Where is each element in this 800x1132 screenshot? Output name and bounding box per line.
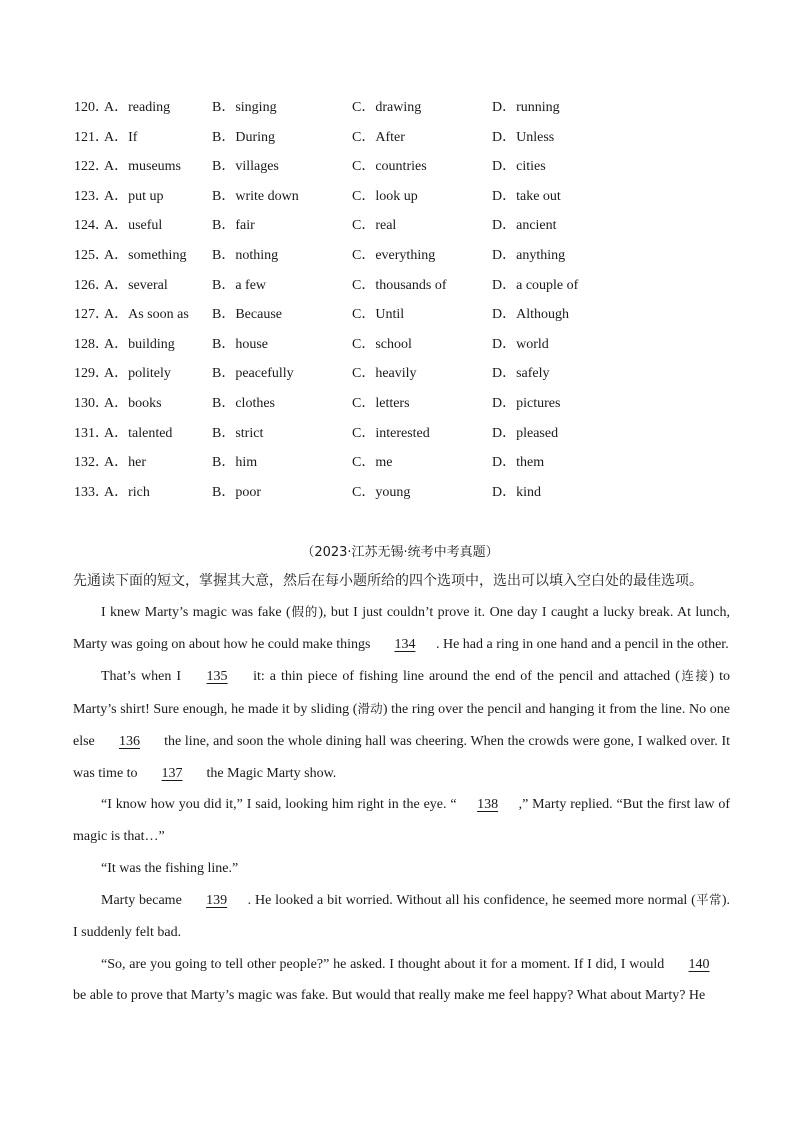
option-c: C．heavily xyxy=(352,366,417,382)
option-a: A．books xyxy=(104,395,162,411)
question-number: 132． xyxy=(74,455,109,471)
passage-paragraph xyxy=(73,949,730,1012)
passage-text: Marty became xyxy=(101,893,186,909)
option-a: A．several xyxy=(104,277,168,293)
option-a: A．As soon as xyxy=(104,307,189,323)
option-c: C．countries xyxy=(352,159,427,175)
option-d: D．pleased xyxy=(492,425,559,441)
gloss-text: 平常 xyxy=(695,892,722,908)
option-a: A．her xyxy=(104,455,146,471)
option-b: B．write down xyxy=(212,188,299,204)
passage-paragraph xyxy=(73,789,730,852)
option-c: C．me xyxy=(352,455,393,471)
question-number: 124． xyxy=(74,218,109,234)
option-a: A．talented xyxy=(104,425,173,441)
passage-text: ) to Marty’s shirt! Sure enough, he made it by sliding ( xyxy=(73,669,730,718)
passage-text: I knew Marty’s magic was fake ( xyxy=(101,605,291,620)
option-d: D．Unless xyxy=(492,129,555,145)
passage-paragraph xyxy=(73,884,730,948)
option-d: D．Although xyxy=(492,307,569,323)
question-number: 127． xyxy=(74,307,109,323)
option-a: A．something xyxy=(104,247,187,263)
blank-135: 135 xyxy=(206,669,228,685)
blank-140: 140 xyxy=(688,956,710,972)
option-d: D．them xyxy=(492,455,545,471)
question-number: 131． xyxy=(74,425,109,441)
passage-text: . He had a ring in one hand and a pencil in the other. xyxy=(435,636,729,652)
option-a: A．put up xyxy=(104,188,164,204)
option-a: A．museums xyxy=(104,159,181,175)
passage-paragraph xyxy=(73,853,730,885)
gloss-text: 假的 xyxy=(290,604,319,619)
passage-text: ). I suddenly felt bad. xyxy=(73,893,730,941)
option-d: D．pictures xyxy=(492,395,561,411)
question-number: 126． xyxy=(74,277,109,293)
option-d: D．ancient xyxy=(492,218,557,234)
passage-text: “I know how you did it,” I said, looking him right in the eye. “ xyxy=(101,797,457,813)
blank-138: 138 xyxy=(477,797,499,813)
passage-text: the line, and soon the whole dining hall was cheering. When the crowds were gone, I walked over. It was time to xyxy=(73,733,731,781)
passage-text: ), but I just couldn’t prove it. One day I caught a lucky break. At lunch, Marty was going on about how he could make things xyxy=(73,605,730,652)
option-a: A．reading xyxy=(104,100,171,115)
option-c: C．everything xyxy=(352,247,436,263)
option-b: B．a few xyxy=(212,277,267,293)
option-a: A．politely xyxy=(104,366,171,382)
option-b: B．poor xyxy=(212,484,261,500)
question-number: 129． xyxy=(74,366,109,382)
option-d: D．cities xyxy=(492,159,546,175)
question-number: 130． xyxy=(74,395,109,411)
reading-passage xyxy=(73,596,730,1012)
source-label: （2023·江苏无锡·统考中考真题） xyxy=(301,545,499,560)
passage-text: “So, are you going to tell other people?” he asked. I thought about it for a moment. If I did, I would xyxy=(101,956,668,972)
option-d: D．anything xyxy=(492,247,566,263)
passage-text: the Magic Marty show. xyxy=(203,765,337,781)
question-number: 133． xyxy=(74,484,109,500)
option-b: B．During xyxy=(212,129,275,145)
passage-text: it: a thin piece of fishing line around the end of the pencil and attached ( xyxy=(248,669,680,685)
option-b: B．strict xyxy=(212,425,264,441)
passage-paragraph xyxy=(73,596,730,660)
option-b: B．singing xyxy=(212,100,277,115)
option-c: C．school xyxy=(352,336,412,352)
passage-text: ,” Marty replied. “But the first law of magic is that…” xyxy=(73,797,730,844)
option-b: B．him xyxy=(212,455,258,471)
option-c: C．look up xyxy=(352,188,418,204)
option-b: B．fair xyxy=(212,218,255,234)
passage-text: “It was the fishing line.” xyxy=(101,860,239,876)
option-b: B．clothes xyxy=(212,395,275,411)
passage-paragraph xyxy=(73,660,730,789)
option-d: D．kind xyxy=(492,484,541,500)
blank-137: 137 xyxy=(161,765,183,781)
option-c: C．interested xyxy=(352,425,430,441)
gloss-text: 滑动 xyxy=(357,701,383,717)
instructions: 先通读下面的短文，掌握其大意，然后在每小题所给的四个选项中，选出可以填入空白处的最佳选项。 xyxy=(73,573,703,589)
passage-text: ) the ring over the pencil and hanging it from the line. No one else xyxy=(73,702,730,749)
passage-text: . He looked a bit worried. Without all his confidence, he seemed more normal ( xyxy=(247,893,696,909)
option-d: D．a couple of xyxy=(492,277,579,293)
question-number: 128． xyxy=(74,336,109,352)
option-d: D．safely xyxy=(492,366,550,382)
option-b: B．peacefully xyxy=(212,366,294,382)
question-number: 120． xyxy=(74,100,109,115)
option-b: B．house xyxy=(212,336,268,352)
option-c: C．After xyxy=(352,129,405,145)
option-b: B．villages xyxy=(212,159,279,175)
option-a: A．If xyxy=(104,129,138,145)
passage-text: That’s when I xyxy=(101,669,187,685)
blank-134: 134 xyxy=(394,636,416,652)
option-a: A．useful xyxy=(104,218,163,234)
option-c: C．young xyxy=(352,484,411,500)
gloss-text: 连接 xyxy=(679,668,710,684)
blank-139: 139 xyxy=(206,893,228,909)
option-c: C．drawing xyxy=(352,100,422,115)
question-number: 125． xyxy=(74,247,109,263)
option-d: D．world xyxy=(492,336,549,352)
question-number: 122． xyxy=(74,159,109,175)
option-c: C．letters xyxy=(352,395,410,411)
option-d: D．running xyxy=(492,100,560,115)
option-d: D．take out xyxy=(492,188,561,204)
option-c: C．real xyxy=(352,218,397,234)
option-c: C．thousands of xyxy=(352,277,447,293)
question-number: 121． xyxy=(74,129,109,145)
option-b: B．nothing xyxy=(212,247,279,263)
option-c: C．Until xyxy=(352,307,405,323)
option-a: A．building xyxy=(104,336,175,352)
blank-136: 136 xyxy=(118,733,140,749)
passage-text: be able to prove that Marty’s magic was fake. But would that really make me feel happy? What about Marty? He xyxy=(73,988,706,1004)
question-number: 123． xyxy=(74,188,109,204)
option-b: B．Because xyxy=(212,307,282,323)
option-a: A．rich xyxy=(104,484,150,500)
